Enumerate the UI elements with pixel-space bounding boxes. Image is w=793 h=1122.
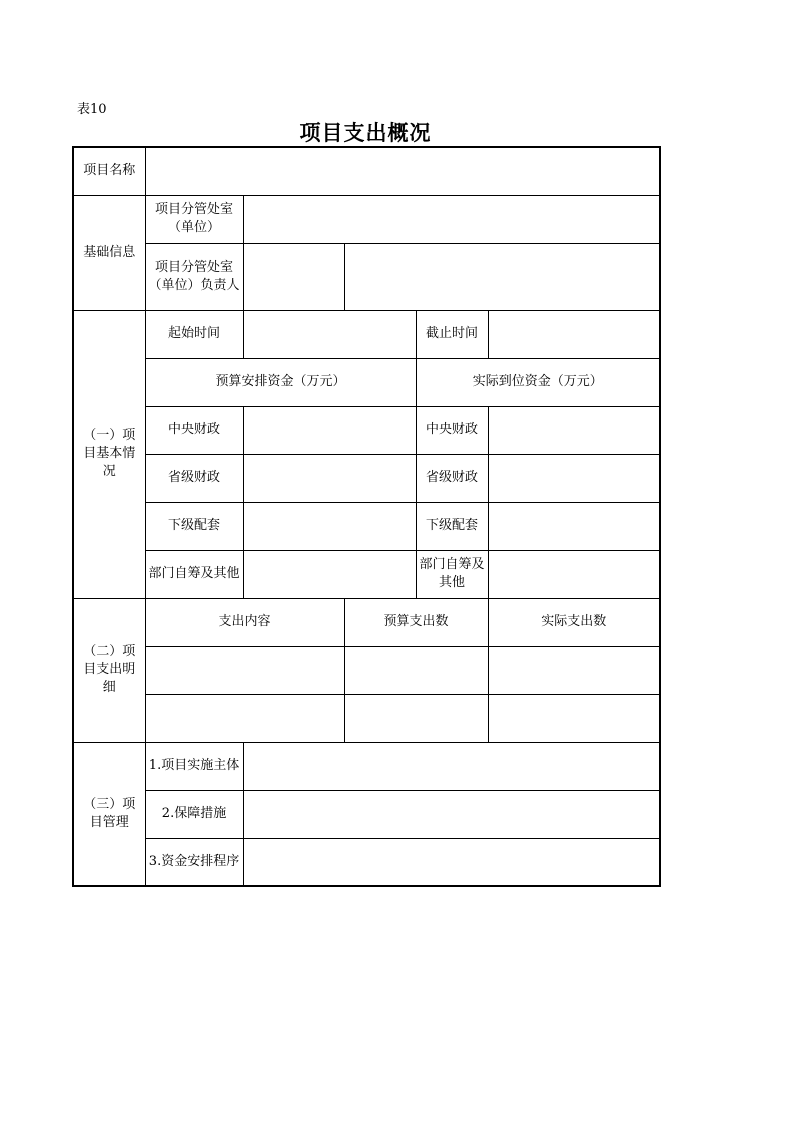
detail-row1-actual[interactable] [488,646,660,694]
end-time-label: 截止时间 [416,310,488,358]
end-time-value[interactable] [488,310,660,358]
dept-value[interactable] [243,195,660,243]
provincial-budget-value[interactable] [243,454,416,502]
dept-head-value-2[interactable] [344,243,660,310]
detail-row2-actual[interactable] [488,694,660,742]
safeguards-value[interactable] [243,790,660,838]
detail-row1-content[interactable] [145,646,344,694]
col-content-header: 支出内容 [145,598,344,646]
table-number: 表10 [77,102,107,117]
implementer-label: 1.项目实施主体 [145,742,243,790]
project-expenditure-table [72,146,661,887]
project-name-label: 项目名称 [73,147,145,195]
central-actual-label: 中央财政 [416,406,488,454]
project-name-value[interactable] [145,147,660,195]
self-raised-budget-value[interactable] [243,550,416,598]
central-budget-label: 中央财政 [145,406,243,454]
provincial-actual-label: 省级财政 [416,454,488,502]
detail-row1-budget[interactable] [344,646,488,694]
self-raised-actual-label: 部门自筹及其他 [416,550,488,598]
section1-label: （一）项目基本情况 [73,310,145,598]
dept-label: 项目分管处室（单位） [145,195,243,243]
col-actual-header: 实际支出数 [488,598,660,646]
central-actual-value[interactable] [488,406,660,454]
dept-head-value-1[interactable] [243,243,344,310]
self-raised-budget-label: 部门自筹及其他 [145,550,243,598]
budget-funds-header: 预算安排资金（万元） [145,358,416,406]
implementer-value[interactable] [243,742,660,790]
safeguards-label: 2.保障措施 [145,790,243,838]
start-time-label: 起始时间 [145,310,243,358]
detail-row2-budget[interactable] [344,694,488,742]
funding-procedure-value[interactable] [243,838,660,886]
dept-head-label: 项目分管处室（单位）负责人 [145,243,243,310]
provincial-budget-label: 省级财政 [145,454,243,502]
provincial-actual-value[interactable] [488,454,660,502]
lower-actual-value[interactable] [488,502,660,550]
lower-budget-label: 下级配套 [145,502,243,550]
funding-procedure-label: 3.资金安排程序 [145,838,243,886]
basic-info-label: 基础信息 [73,195,145,310]
central-budget-value[interactable] [243,406,416,454]
self-raised-actual-value[interactable] [488,550,660,598]
section3-label: （三）项目管理 [73,742,145,886]
col-budget-header: 预算支出数 [344,598,488,646]
detail-row2-content[interactable] [145,694,344,742]
section2-label: （二）项目支出明细 [73,598,145,742]
lower-budget-value[interactable] [243,502,416,550]
page-title: 项目支出概况 [299,121,432,145]
start-time-value[interactable] [243,310,416,358]
actual-funds-header: 实际到位资金（万元） [416,358,660,406]
lower-actual-label: 下级配套 [416,502,488,550]
